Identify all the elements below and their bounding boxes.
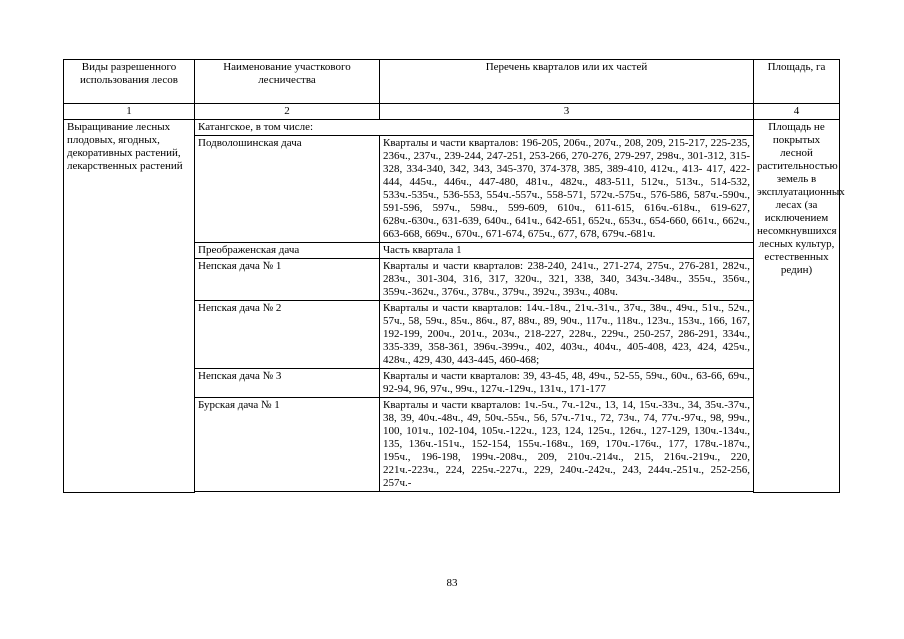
header-forestry-name: Наименование участкового лесничества [195, 60, 380, 104]
column-number: 3 [380, 104, 754, 120]
column-number-row [64, 104, 840, 120]
quarters-list: Кварталы и части кварталов: 1ч.-5ч., 7ч.-12ч., 13, 14, 15ч.-33ч., 34, 35ч.-37ч., 38, 39, 40ч.-48ч., 49, 50ч.-55ч., 56, 57ч.-71ч., 72, 73ч., 74, 77ч.-97ч., 98, 99ч., 100, 101ч., 102-104, 105ч.-122ч., 123, 124, 125ч., 126ч., 127-129, 130ч.-134ч., 135, 136ч.-151ч., 152-154, 155ч.-168ч., 169, 170ч.-176ч., 177, 178ч.-187ч., 195ч., 196-198, 199ч.-208ч., 209, 210ч.-214ч., 215, 216ч.-219ч., 220, 221ч.-223ч., 224, 225ч.-227ч., 229, 240ч.-242ч., 243, 244ч.-251ч., 252-256, 257ч.- [380, 398, 754, 492]
column-number: 1 [64, 104, 195, 120]
quarters-list: Кварталы и части кварталов: 196-205, 206ч., 207ч., 208, 209, 215-217, 225-235, 236ч., 237ч., 239-244, 247-251, 253-266, 270-276, 279-297, 298ч., 301-312, 315-328, 334-340, 342, 343, 345-370, 374-378, 385, 389-410, 412ч., 413- 417, 422-444, 445ч., 446ч., 447-480, 481ч., 482ч., 483-511, 512ч., 513ч., 514-532, 533ч.-535ч., 536-553, 554ч.-557ч., 558-571, 572ч.-575ч., 576-586, 587ч.-590ч., 591-596, 597ч., 598ч., 599-609, 610ч., 611-615, 616ч.-618ч., 619-627, 628ч.-630ч., 631-639, 640ч., 641ч., 642-651, 652ч., 653ч., 654-660, 661ч., 662ч., 663-668, 669ч., 670ч., 671-674, 675ч., 677, 678, 679ч.-681ч. [380, 136, 754, 243]
filler-cell [195, 492, 754, 493]
quarters-table [63, 59, 845, 493]
header-area: Площадь, га [754, 60, 840, 104]
table-row [64, 120, 840, 136]
area-note-cell: Площадь не покрытых лесной растительностью земель в эксплуатационных лесах (за исключением несомкнувшихся лесных культур, естественных редин) [754, 120, 840, 493]
forestry-name: Подволошинская дача [195, 136, 380, 243]
forestry-name: Непская дача № 2 [195, 301, 380, 369]
quarters-list: Кварталы и части кварталов: 39, 43-45, 48, 49ч., 52-55, 59ч., 60ч., 63-66, 69ч., 92-94, 96, 97ч., 99ч., 127ч.-129ч., 131ч., 171-177 [380, 369, 754, 398]
header-quarters-list: Перечень кварталов или их частей [380, 60, 754, 104]
forestry-name: Бурская дача № 1 [195, 398, 380, 492]
forestry-name: Непская дача № 1 [195, 259, 380, 301]
group-title: Катангское, в том числе: [195, 120, 754, 136]
page-number: 83 [446, 577, 458, 589]
column-number: 4 [754, 104, 840, 120]
header-row [64, 60, 840, 104]
quarters-list: Кварталы и части кварталов: 238-240, 241ч., 271-274, 275ч., 276-281, 282ч., 283ч., 301-304, 316, 317, 320ч., 321, 338, 340, 343ч.-348ч., 355ч., 356ч., 359ч.-362ч., 376ч., 378ч., 379ч., 392ч., 393ч., 408ч. [380, 259, 754, 301]
forestry-name: Преображенская дача [195, 243, 380, 259]
header-use-type: Виды разрешенного использования лесов [64, 60, 195, 104]
quarters-list: Кварталы и части кварталов: 14ч.-18ч., 21ч.-31ч., 37ч., 38ч., 49ч., 51ч., 52ч., 57ч., 58, 59ч., 85ч., 86ч., 87, 88ч., 89, 90ч., 117ч., 118ч., 123ч., 153ч., 166, 167, 192-199, 200ч., 201ч., 203ч., 218-227, 228ч., 229ч., 250-257, 286-291, 334ч., 335-339, 358-361, 396ч.-399ч., 402, 403ч., 404ч., 405-408, 423, 424, 425ч., 428ч., 429, 430, 443-445, 460-468; [380, 301, 754, 369]
quarters-list: Часть квартала 1 [380, 243, 754, 259]
column-number: 2 [195, 104, 380, 120]
use-type-cell: Выращивание лесных плодовых, ягодных, декоративных растений, лекарственных растений [64, 120, 195, 493]
forestry-name: Непская дача № 3 [195, 369, 380, 398]
